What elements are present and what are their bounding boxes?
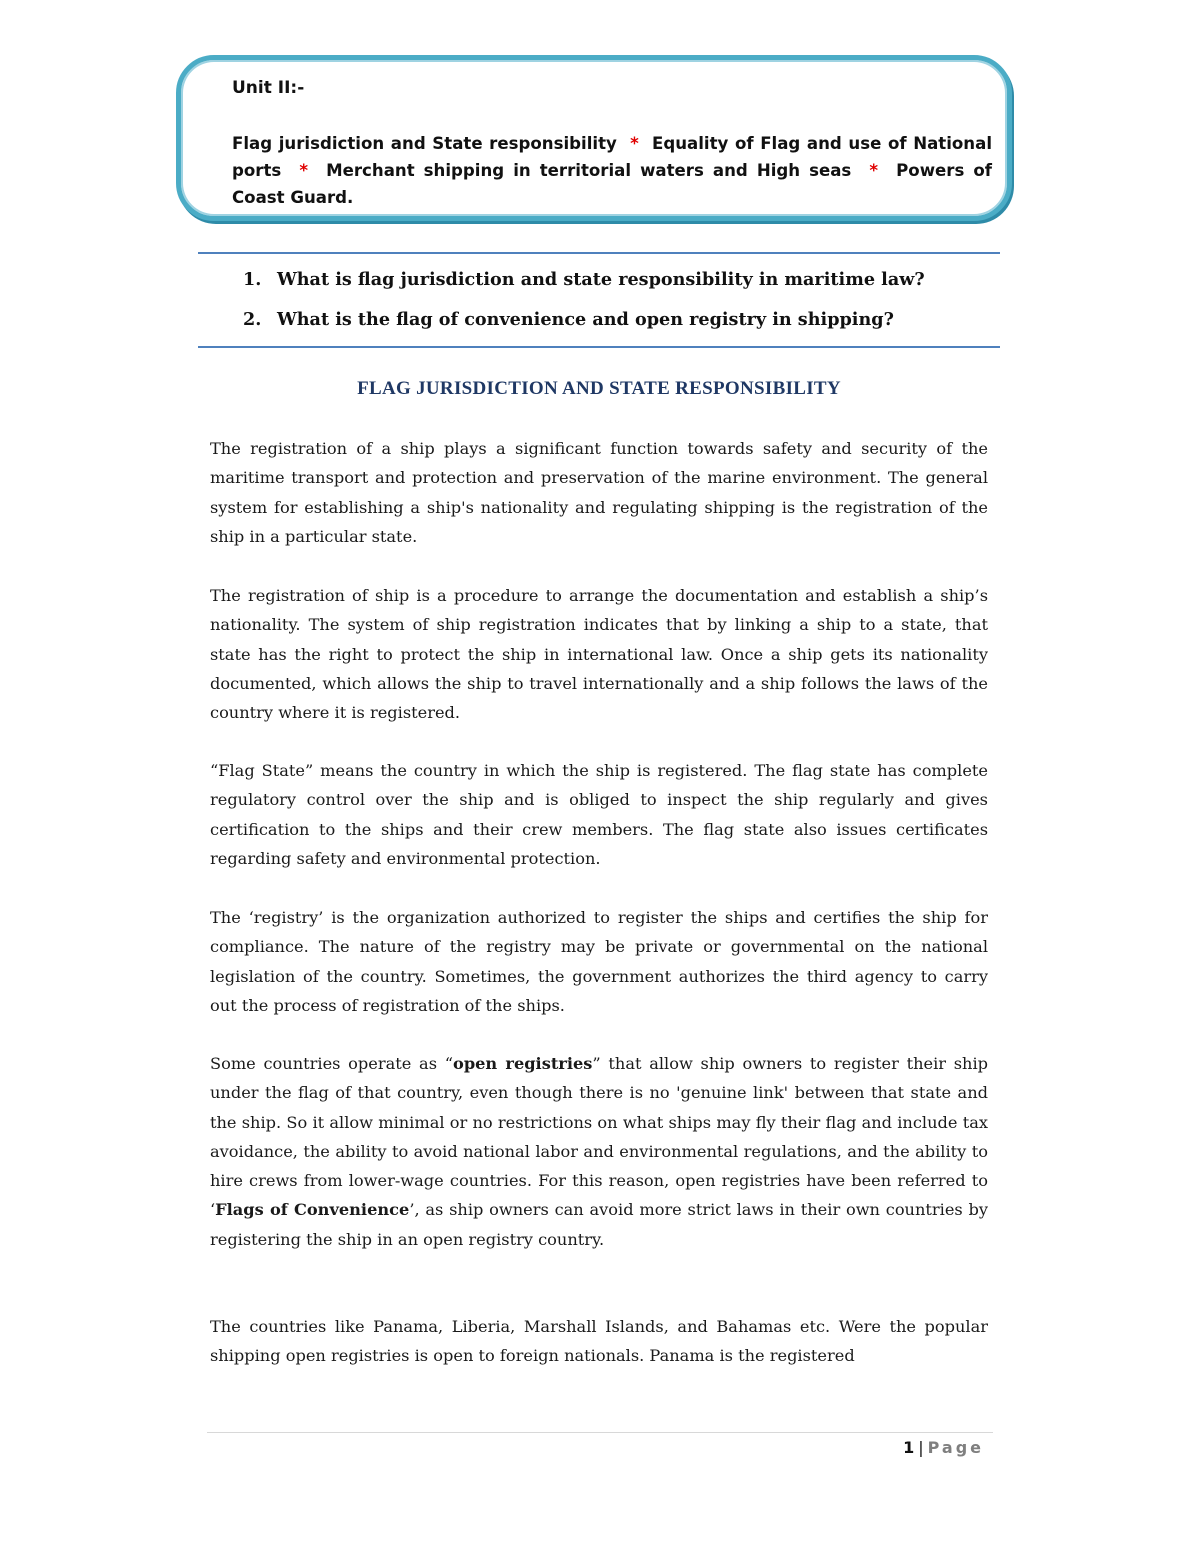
bold-term: open registries [453,1054,593,1073]
unit-topic: Flag jurisdiction and State responsibility [232,134,617,153]
question-text: What is flag jurisdiction and state responsibility in maritime law? [277,269,925,290]
unit-topic: Merchant shipping in territorial waters and High seas [326,161,852,180]
unit-title: Unit II:- [232,78,305,98]
divider [198,252,1000,254]
paragraph [210,1049,988,1254]
unit-header-box [176,55,1012,221]
unit-topic: Powers of Coast Guard. [232,161,992,207]
page-label: Page [927,1438,984,1457]
text-run: Some countries operate as “ [210,1054,454,1073]
page-number: 1 [903,1438,915,1457]
paragraph: The countries like Panama, Liberia, Marshall Islands, and Bahamas etc. Were the popular shipping open registries is open to foreign nationals. Panama is the registered [210,1317,988,1366]
question-number: 2. [243,309,262,330]
section-heading: FLAG JURISDICTION AND STATE RESPONSIBILITY [357,378,841,399]
topic-separator: * [630,134,639,153]
question-item [243,266,1003,306]
question-number: 1. [243,269,262,290]
question-list [243,266,1003,346]
bold-term: Flags of Convenience [215,1200,410,1220]
unit-topics [232,130,992,211]
paragraph: The ‘registry’ is the organization authorized to register the ships and certifies the ship for compliance. The nature of the registry may be private or governmental on the national legislation of the country. Sometimes, the government authorizes the third agency to carry out the process of registration of the ships. [210,908,988,1015]
paragraph: The registration of ship is a procedure to arrange the documentation and establish a ship’s nationality. The system of ship registration indicates that by linking a ship to a state, that state has the right to protect the ship in international law. Once a ship gets its nationality documented, which allows the ship to travel internationally and a ship follows the laws of the country where it is registered. [210,586,988,723]
divider [198,346,1000,348]
question-text: What is the flag of convenience and open registry in shipping? [277,309,894,330]
topic-separator: * [299,161,309,180]
question-item [243,306,1003,346]
paragraph: “Flag State” means the country in which the ship is registered. The flag state has complete regulatory control over the ship and is obliged to inspect the ship regularly and gives certification to the ships and their crew members. The flag state also issues certificates regarding safety and environmental protection. [210,761,988,868]
paragraph: The registration of a ship plays a significant function towards safety and security of the maritime transport and protection and preservation of the marine environment. The general system for establishing a ship's nationality and regulating shipping is the registration of the ship in a particular state. [210,439,988,546]
unit-topic: Equality of Flag and use of National ports [232,134,993,180]
text-run: ’, as ship owners can avoid more strict laws in their own countries by registering the ship in an open registry country. [210,1200,989,1249]
text-run: ” that allow ship owners to register their ship under the flag of that country, even though there is no 'genuine link' between that state and the ship. So it allow minimal or no restrictions on what ships may fly their flag and include tax avoidance, the ability to avoid national labor and environmental regulations, and the ability to hire crews from lower-wage countries. For this reason, open registries have been referred to ‘ [210,1054,988,1220]
page-footer [700,1438,984,1457]
footer-separator: | [918,1438,924,1457]
footer-divider [207,1432,993,1433]
topic-separator: * [869,161,879,180]
